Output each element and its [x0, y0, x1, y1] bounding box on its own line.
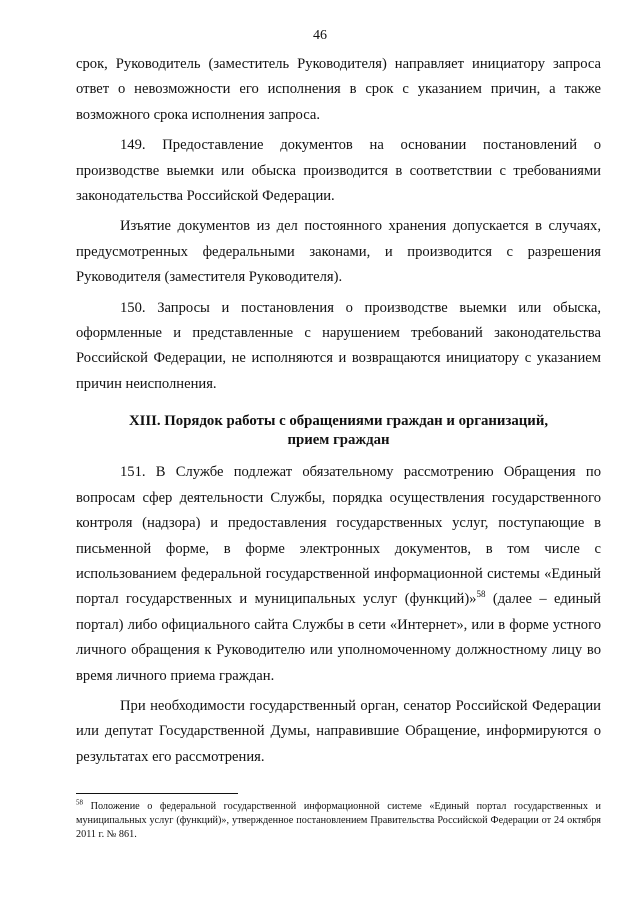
footnote-number: 58: [76, 798, 83, 807]
footnote-divider: [76, 793, 238, 794]
paragraph-document-seizure: Изъятие документов из дел постоянного хранения допускается в случаях, предусмотренных федеральными законами, и производится с разрешения Руководителя (заместителя Руководителя).: [76, 218, 601, 286]
paragraph-151-continuation: (далее – единый портал) либо официального сайта Службы в сети «Интернет», или в форме устного личного обращения к Руководителю или уполномоченному должностному лицу во время личного приема граждан.: [76, 591, 601, 684]
section-heading-line-1: XIII. Порядок работы с обращениями граждан и организаций,: [128, 413, 549, 430]
document-body: [76, 52, 601, 770]
paragraph-continuation: срок, Руководитель (заместитель Руководителя) направляет инициатору запроса ответ о невозможности его исполнения в срок с указанием причин, а также возможного срока исполнения запроса.: [76, 56, 601, 123]
page-number: 46: [313, 28, 327, 43]
footnote-reference: 58: [476, 589, 486, 600]
paragraph-151-text: 151. В Службе подлежат обязательному рассмотрению Обращения по вопросам сфер деятельности Службы, порядка осуществления государственного контроля (надзора) и предоставления государственных услуг, поступающие в письменной форме, в форме электронных документов, в том числе с использованием федеральной государственной информационной системы «Единый портал государственных и муниципальных услуг (функций)»: [76, 464, 601, 608]
paragraph-151: [76, 460, 601, 689]
section-heading-line-2: прием граждан: [287, 432, 390, 449]
paragraph-149: 149. Предоставление документов на основании постановлений о производстве выемки или обыска производится в соответствии с требованиями законодательства Российской Федерации.: [76, 137, 601, 205]
footnote: [76, 800, 601, 842]
paragraph-150: 150. Запросы и постановления о производстве выемки или обыска, оформленные и представленные с нарушением требований законодательства Российской Федерации, не исполняются и возвращаются инициатору с указанием причин неисполнения.: [76, 299, 601, 392]
paragraph-notification: При необходимости государственный орган, сенатор Российской Федерации или депутат Государственной Думы, направившие Обращение, информируются о результатах его рассмотрения.: [76, 697, 601, 765]
footnote-text: Положение о федеральной государственной информационной системе «Единый портал государственных и муниципальных услуг (функций)», утвержденное постановлением Правительства Российской Федерации от 24 октября 2011 г. № 861.: [76, 801, 601, 840]
section-heading: [76, 412, 601, 450]
